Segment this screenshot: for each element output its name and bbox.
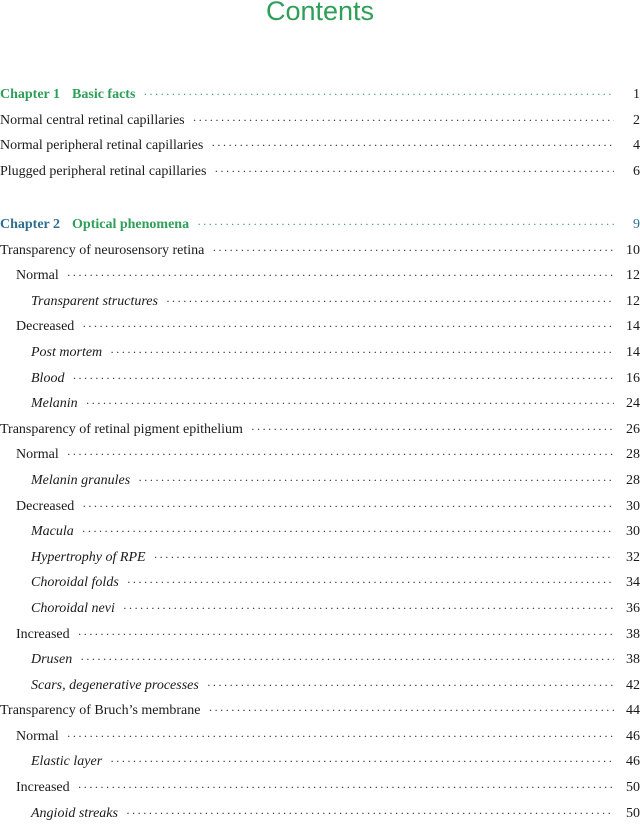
- entry-label: Increased: [16, 780, 70, 796]
- chapter-1-section: [0, 82, 640, 184]
- page-number: 28: [626, 447, 640, 463]
- toc-entry[interactable]: [0, 570, 640, 596]
- page-number: 2: [633, 112, 640, 128]
- entry-label: Normal: [16, 447, 59, 463]
- entry-label: Macula: [31, 524, 74, 540]
- entry-label: Hypertrophy of RPE: [31, 549, 146, 565]
- page-number: 12: [626, 268, 640, 284]
- page-number: 26: [626, 421, 640, 437]
- dot-leader: [154, 545, 614, 571]
- entry-label: Melanin granules: [31, 472, 131, 488]
- dot-leader: [78, 622, 614, 648]
- chapter-2-section: [0, 212, 640, 826]
- entry-label: Post mortem: [31, 344, 103, 360]
- entry-label: Transparency of Bruch’s membrane: [0, 703, 201, 719]
- entry-label: Normal: [16, 268, 59, 284]
- dot-leader: [80, 647, 614, 673]
- toc-entry[interactable]: [0, 673, 640, 699]
- toc-entry[interactable]: [0, 596, 640, 622]
- toc-entry[interactable]: [0, 133, 640, 159]
- dot-leader: [197, 212, 614, 238]
- chapter-heading-label: [0, 82, 143, 108]
- toc-entry[interactable]: [0, 108, 640, 134]
- page-number: 38: [626, 626, 640, 642]
- entry-label: Transparency of retinal pigment epithelium: [0, 421, 243, 437]
- toc-entry[interactable]: [0, 775, 640, 801]
- page-number: 9: [633, 217, 640, 232]
- page-number: 36: [626, 600, 640, 616]
- page-number: 44: [626, 703, 640, 719]
- page-number: 14: [626, 344, 640, 360]
- page-number: 28: [626, 472, 640, 488]
- page-number: 42: [626, 677, 640, 693]
- page-number: 38: [626, 652, 640, 668]
- dot-leader: [212, 238, 614, 264]
- entry-label: Normal peripheral retinal capillaries: [0, 138, 204, 154]
- entry-label: Blood: [31, 370, 65, 386]
- dot-leader: [251, 417, 614, 443]
- dot-leader: [86, 391, 614, 417]
- page-title: Contents: [265, 0, 375, 26]
- page-number: 46: [626, 728, 640, 744]
- toc-entry[interactable]: [0, 749, 640, 775]
- chapter-title: Optical phenomena: [72, 217, 190, 232]
- entry-label: Elastic layer: [31, 754, 103, 770]
- page-number: 6: [633, 163, 640, 179]
- toc-entry[interactable]: [0, 801, 640, 826]
- toc-entry[interactable]: [0, 417, 640, 443]
- dot-leader: [72, 366, 614, 392]
- entry-label: Transparent structures: [31, 293, 158, 309]
- dot-leader: [208, 698, 614, 724]
- dot-leader: [67, 724, 614, 750]
- toc-entry[interactable]: [0, 494, 640, 520]
- toc-entry[interactable]: [0, 391, 640, 417]
- entry-label: Increased: [16, 626, 70, 642]
- toc-entry[interactable]: [0, 238, 640, 264]
- dot-leader: [211, 133, 614, 159]
- toc-entry[interactable]: [0, 468, 640, 494]
- dot-leader: [127, 570, 614, 596]
- entry-label: Decreased: [16, 319, 75, 335]
- entry-label: Plugged peripheral retinal capillaries: [0, 163, 207, 179]
- entry-label: Choroidal nevi: [31, 600, 115, 616]
- page-number: 12: [626, 293, 640, 309]
- dot-leader: [82, 314, 614, 340]
- dot-leader: [110, 340, 614, 366]
- dot-leader: [214, 159, 614, 185]
- entry-label: Scars, degenerative processes: [31, 677, 199, 693]
- chapter-title: Basic facts: [72, 87, 136, 102]
- entry-label: Decreased: [16, 498, 75, 514]
- toc-entry[interactable]: [0, 519, 640, 545]
- dot-leader: [207, 673, 614, 699]
- dot-leader: [138, 468, 614, 494]
- toc-entry[interactable]: [0, 545, 640, 571]
- entry-label: Transparency of neurosensory retina: [0, 242, 205, 258]
- entry-label: Choroidal folds: [31, 575, 119, 591]
- page-number: 30: [626, 498, 640, 514]
- dot-leader: [82, 519, 614, 545]
- dot-leader: [193, 108, 614, 134]
- toc-entry[interactable]: [0, 289, 640, 315]
- page-number: 10: [626, 242, 640, 258]
- dot-leader: [166, 289, 614, 315]
- page-number: 16: [626, 370, 640, 386]
- dot-leader: [78, 775, 614, 801]
- page-number: 34: [626, 575, 640, 591]
- toc-entry[interactable]: [0, 724, 640, 750]
- dot-leader: [123, 596, 614, 622]
- page-number: 14: [626, 319, 640, 335]
- toc-entry[interactable]: [0, 340, 640, 366]
- entry-label: Melanin: [31, 396, 78, 412]
- dot-leader: [143, 82, 614, 108]
- entry-label: Drusen: [31, 652, 73, 668]
- chapter-heading-label: [0, 212, 197, 238]
- dot-leader: [126, 801, 614, 826]
- entry-label: Normal: [16, 728, 59, 744]
- toc-entry[interactable]: [0, 263, 640, 289]
- toc-chapter-heading[interactable]: [0, 212, 640, 238]
- dot-leader: [110, 749, 614, 775]
- toc-entry[interactable]: [0, 442, 640, 468]
- page-number: 50: [626, 805, 640, 821]
- page-number: 50: [626, 780, 640, 796]
- toc-chapter-heading[interactable]: [0, 82, 640, 108]
- dot-leader: [82, 494, 614, 520]
- dot-leader: [67, 442, 614, 468]
- page-number: 32: [626, 549, 640, 565]
- chapter-number: Chapter 2: [0, 217, 61, 232]
- page-number: 1: [633, 87, 640, 102]
- page-number: 24: [626, 396, 640, 412]
- page-number: 46: [626, 754, 640, 770]
- toc-entry[interactable]: [0, 314, 640, 340]
- dot-leader: [67, 263, 614, 289]
- toc-entry[interactable]: [0, 622, 640, 648]
- chapter-number: Chapter 1: [0, 87, 61, 102]
- toc-entry[interactable]: [0, 366, 640, 392]
- entry-label: Angioid streaks: [31, 805, 118, 821]
- toc-entry[interactable]: [0, 647, 640, 673]
- toc-entry[interactable]: [0, 159, 640, 185]
- entry-label: Normal central retinal capillaries: [0, 112, 185, 128]
- toc-entry[interactable]: [0, 698, 640, 724]
- page-number: 4: [633, 138, 640, 154]
- page-number: 30: [626, 524, 640, 540]
